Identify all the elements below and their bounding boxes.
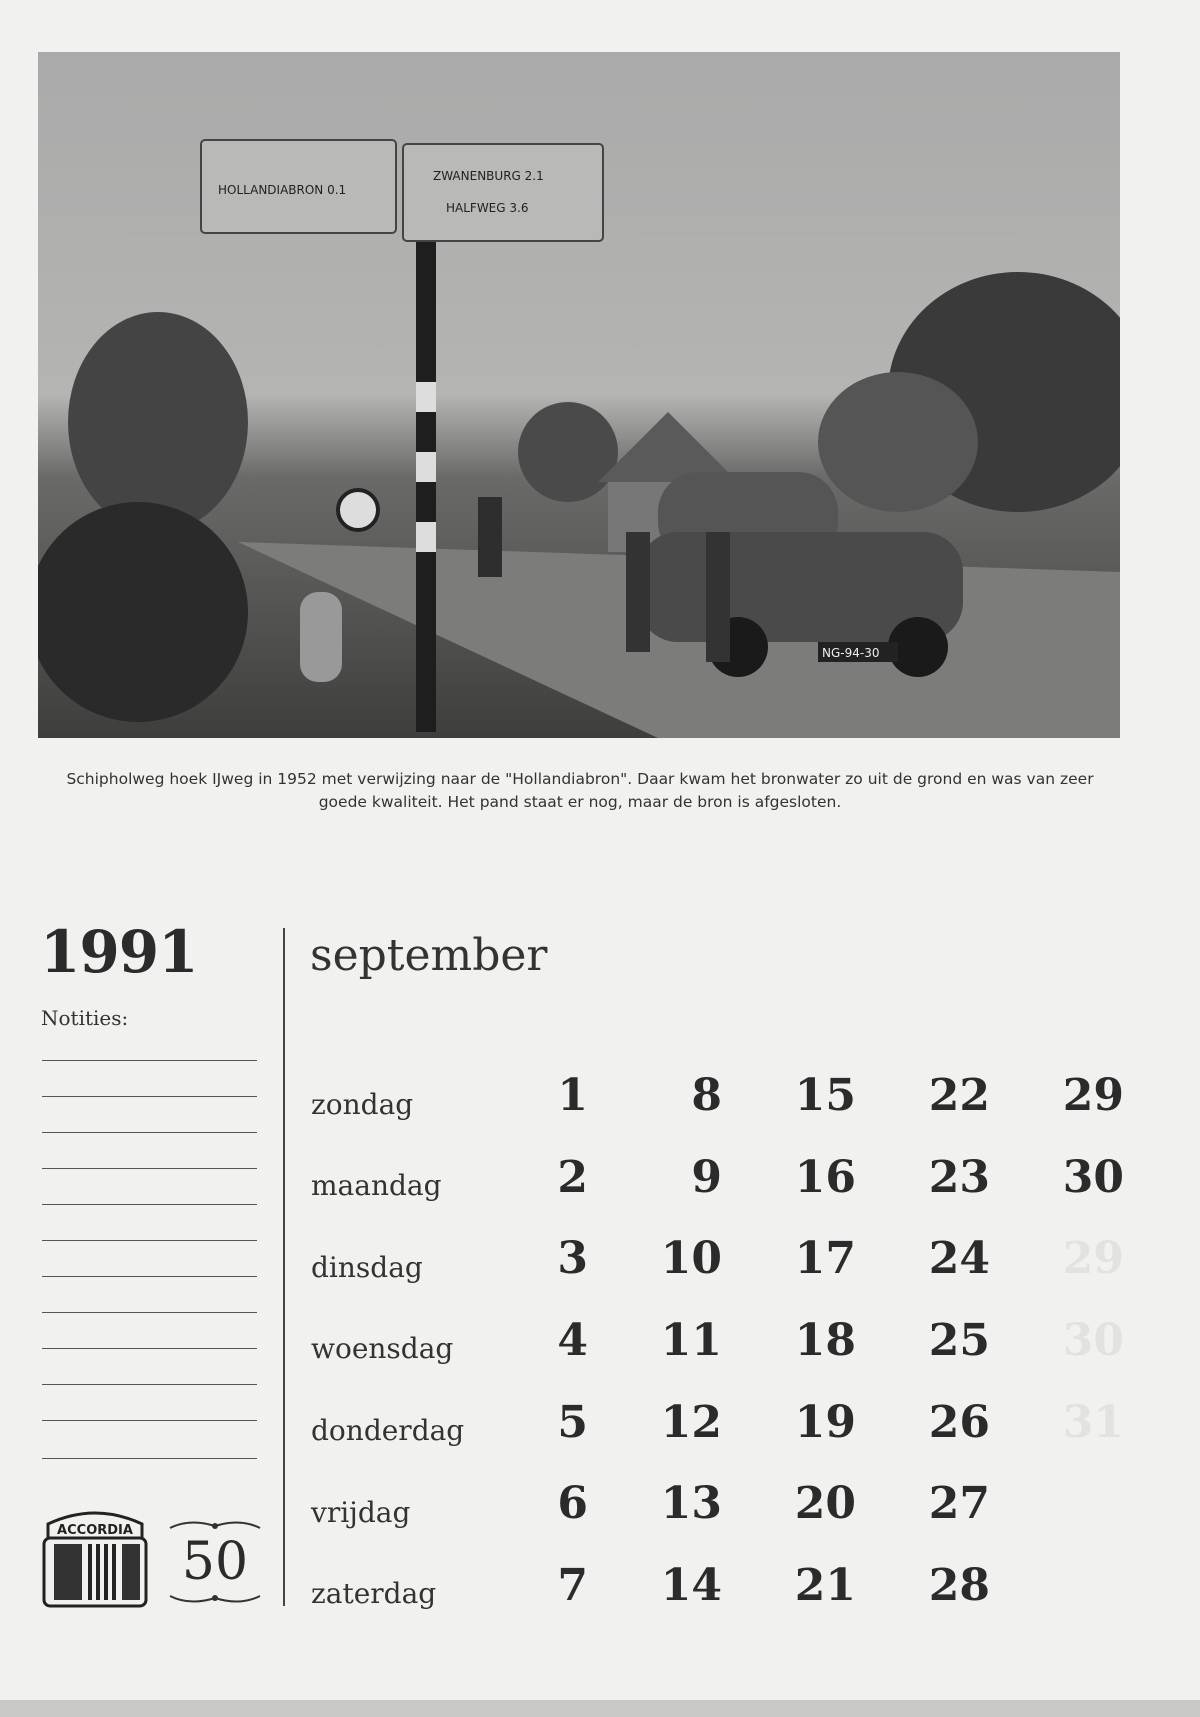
historic-photo (38, 52, 1120, 738)
photo-caption: Schipholweg hoek IJweg in 1952 met verwijzing naar de "Hollandiabron". Daar kwam het bronwater zo uit de grond en was van zeer goede kwaliteit. Het pand staat er nog, maar de bron is afgesloten. (66, 770, 1094, 811)
road-sign-bicycle (338, 490, 378, 530)
ghost-date: 30 (1062, 1315, 1124, 1366)
date-cell: 15 (794, 1070, 856, 1121)
badge-number: 50 (181, 1532, 249, 1592)
month-title: september (310, 930, 548, 981)
flourish-icon (165, 1590, 265, 1606)
date-cell: 10 (660, 1233, 722, 1284)
date-cell: 25 (928, 1315, 990, 1366)
date-cell: 8 (691, 1070, 722, 1121)
note-line (42, 1420, 257, 1421)
date-cell: 2 (557, 1152, 588, 1203)
note-line (42, 1348, 257, 1349)
tree-mid (518, 402, 618, 502)
date-cell: 9 (691, 1152, 722, 1203)
date-cell: 26 (928, 1397, 990, 1448)
date-cell: 20 (794, 1478, 856, 1529)
logo-text: ACCORDIA (57, 1523, 133, 1538)
date-cell: 18 (794, 1315, 856, 1366)
page-edge (0, 1700, 1200, 1717)
note-line (42, 1096, 257, 1097)
sign-right-text-2: HALFWEG 3.6 (446, 201, 529, 215)
ghost-date: 31 (1062, 1397, 1124, 1448)
note-line (42, 1204, 257, 1205)
date-cell: 5 (557, 1397, 588, 1448)
note-line (42, 1168, 257, 1169)
date-cell: 21 (794, 1560, 856, 1611)
anniversary-badge (165, 1518, 265, 1606)
ghost-date: 29 (1062, 1233, 1124, 1284)
photo-scene (38, 52, 1120, 738)
day-label-donderdag: donderdag (311, 1414, 465, 1447)
date-cell: 19 (794, 1397, 856, 1448)
license-plate-text: NG-94-30 (822, 646, 880, 660)
note-line (42, 1384, 257, 1385)
day-label-woensdag: woensdag (311, 1332, 454, 1365)
tree-right-2 (818, 372, 978, 512)
boy-1 (626, 532, 650, 652)
note-line (42, 1458, 257, 1459)
day-label-maandag: maandag (311, 1169, 442, 1202)
date-cell: 23 (928, 1152, 990, 1203)
sign-right-text-1: ZWANENBURG 2.1 (433, 169, 544, 183)
date-cell: 11 (660, 1315, 722, 1366)
bush-left (38, 502, 248, 722)
date-cell: 12 (660, 1397, 722, 1448)
date-cell: 14 (660, 1560, 722, 1611)
date-cell: 29 (1062, 1070, 1124, 1121)
date-cell: 3 (557, 1233, 588, 1284)
day-label-zaterdag: zaterdag (311, 1577, 437, 1610)
date-cell: 27 (928, 1478, 990, 1529)
day-label-vrijdag: vrijdag (311, 1496, 411, 1529)
date-cell: 1 (557, 1070, 588, 1121)
person-walking (478, 497, 502, 577)
date-cell: 30 (1062, 1152, 1124, 1203)
date-cell: 24 (928, 1233, 990, 1284)
accordia-logo (40, 1502, 150, 1614)
note-line (42, 1312, 257, 1313)
column-divider (283, 928, 285, 1606)
sign-right (403, 144, 603, 241)
note-line (42, 1240, 257, 1241)
note-line (42, 1132, 257, 1133)
date-cell: 22 (928, 1070, 990, 1121)
bollard (300, 592, 342, 682)
date-cell: 13 (660, 1478, 722, 1529)
date-cell: 17 (794, 1233, 856, 1284)
date-cell: 4 (557, 1315, 588, 1366)
sign-left-text: HOLLANDIABRON 0.1 (218, 183, 347, 197)
date-cell: 16 (794, 1152, 856, 1203)
tree-left (68, 312, 248, 532)
accordion-icon (40, 1502, 150, 1610)
note-line (42, 1276, 257, 1277)
day-label-dinsdag: dinsdag (311, 1251, 423, 1284)
year: 1991 (40, 918, 198, 986)
day-label-zondag: zondag (311, 1088, 414, 1121)
note-line (42, 1060, 257, 1061)
date-cell: 7 (557, 1560, 588, 1611)
house-roof (598, 412, 738, 482)
date-cell: 6 (557, 1478, 588, 1529)
boy-2 (706, 532, 730, 662)
date-cell: 28 (928, 1560, 990, 1611)
notes-label: Notities: (41, 1006, 129, 1030)
